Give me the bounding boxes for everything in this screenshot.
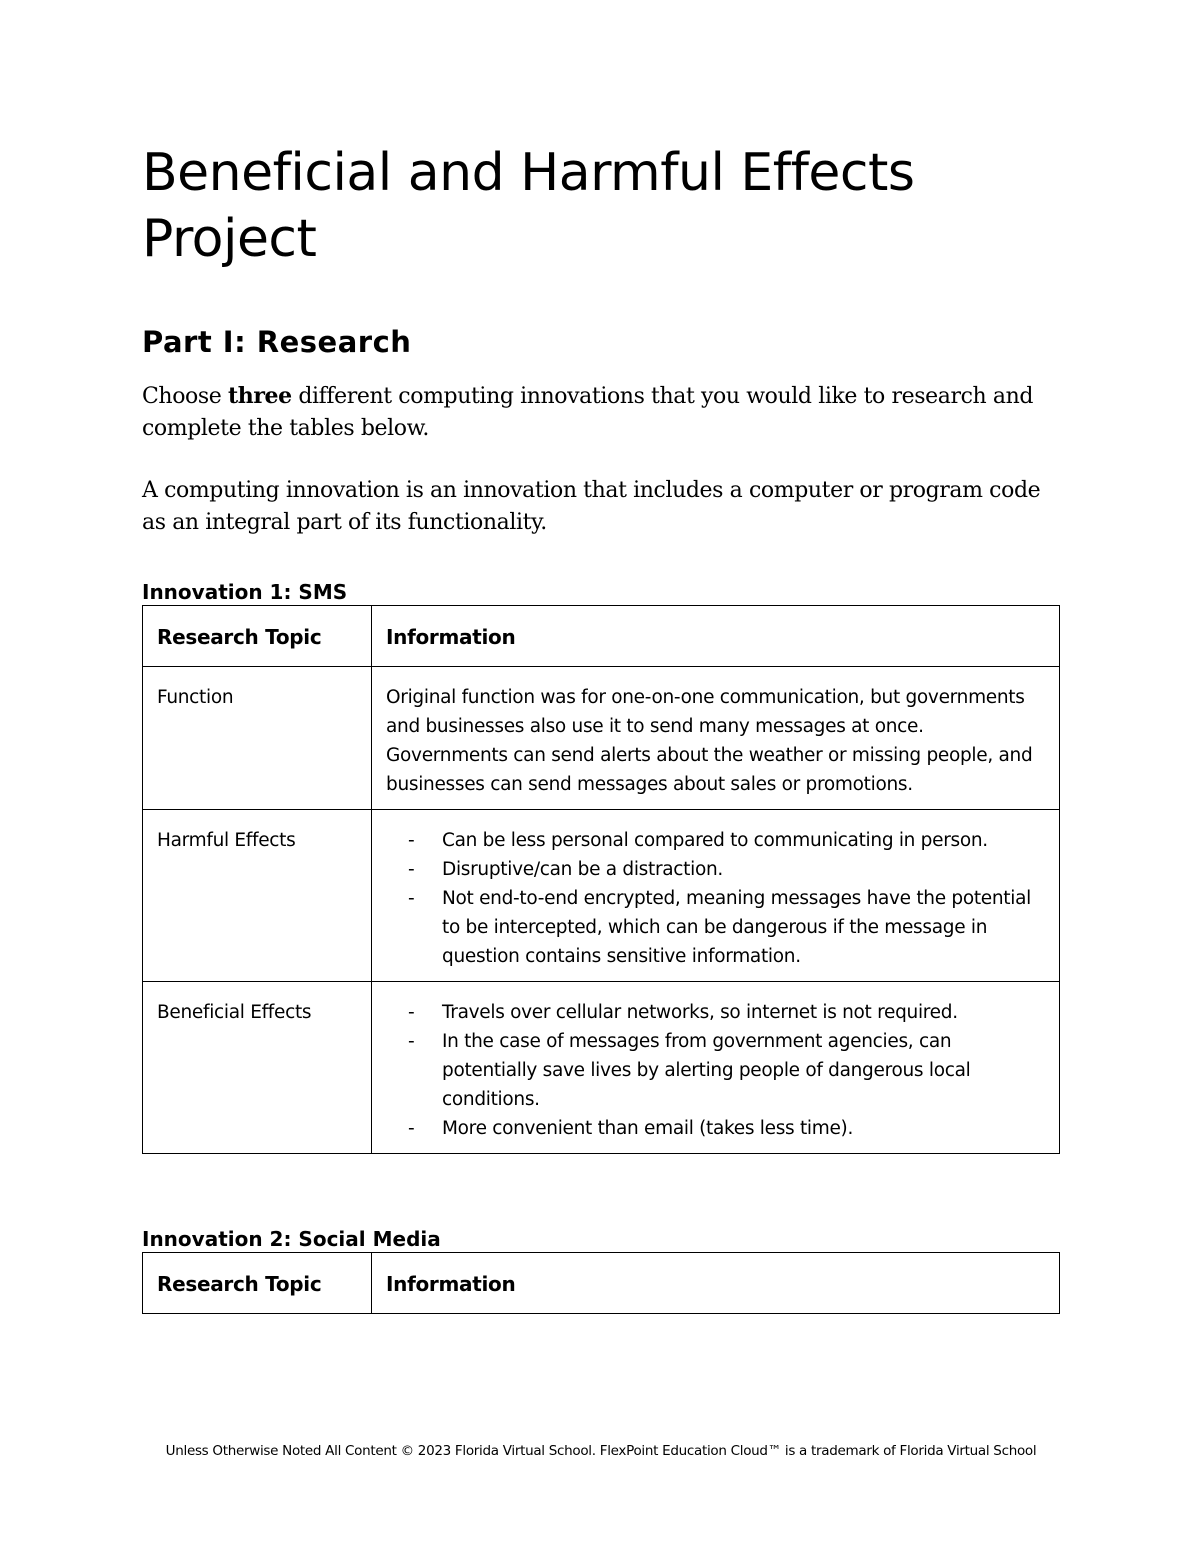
row-info-harmful	[372, 810, 1060, 982]
table-header-row	[143, 1253, 1060, 1314]
list-item: - Not end-to-end encrypted, meaning messages have the potential to be intercepted, which can be dangerous if the message in question contains sensitive information.	[442, 884, 1045, 971]
part-heading: Part I: Research	[142, 325, 412, 359]
intro-text-bold: three	[228, 383, 292, 409]
row-topic-harmful: Harmful Effects	[143, 810, 372, 982]
row-info-beneficial	[372, 982, 1060, 1154]
table-header-row	[143, 606, 1060, 667]
beneficial-effects-list	[386, 998, 1045, 1143]
page-footer: Unless Otherwise Noted All Content © 2023 Florida Virtual School. FlexPoint Education Cloud™ is a trademark of Florida Virtual School	[165, 1443, 1037, 1459]
innovation-1-heading: Innovation 1: SMS	[142, 580, 348, 604]
document-page	[142, 140, 1060, 1314]
table-row	[143, 810, 1060, 982]
innovation-2-heading: Innovation 2: Social Media	[142, 1227, 441, 1251]
document-title: Beneficial and Harmful Effects Project	[142, 143, 915, 269]
row-topic-function: Function	[143, 667, 372, 810]
row-info-function: Original function was for one-on-one communication, but governments and businesses also use it to send many messages at once. Governments can send alerts about the weather or missing people, and businesses can send messages about sales or promotions.	[372, 667, 1060, 810]
list-item: - More convenient than email (takes less time).	[442, 1114, 1045, 1143]
table-row	[143, 667, 1060, 810]
header-information: Information	[372, 606, 1060, 667]
intro-text-after: different computing innovations that you would like to research and complete the tables below.	[142, 384, 1034, 441]
header-information: Information	[372, 1253, 1060, 1314]
header-research-topic: Research Topic	[143, 606, 372, 667]
list-item: - In the case of messages from government agencies, can potentially save lives by alerting people of dangerous local conditions.	[442, 1027, 1045, 1114]
list-item: - Disruptive/can be a distraction.	[442, 855, 1045, 884]
list-item: - Travels over cellular networks, so internet is not required.	[442, 998, 1045, 1027]
innovation-1-table	[142, 605, 1060, 1154]
table-row	[143, 982, 1060, 1154]
harmful-effects-list	[386, 826, 1045, 971]
intro-paragraph	[142, 380, 1060, 445]
row-topic-beneficial: Beneficial Effects	[143, 982, 372, 1154]
innovation-2-table	[142, 1252, 1060, 1314]
list-item: - Can be less personal compared to communicating in person.	[442, 826, 1045, 855]
definition-paragraph: A computing innovation is an innovation that includes a computer or program code as an integral part of its functionality.	[142, 478, 1041, 535]
intro-text-before: Choose	[142, 384, 228, 409]
header-research-topic: Research Topic	[143, 1253, 372, 1314]
